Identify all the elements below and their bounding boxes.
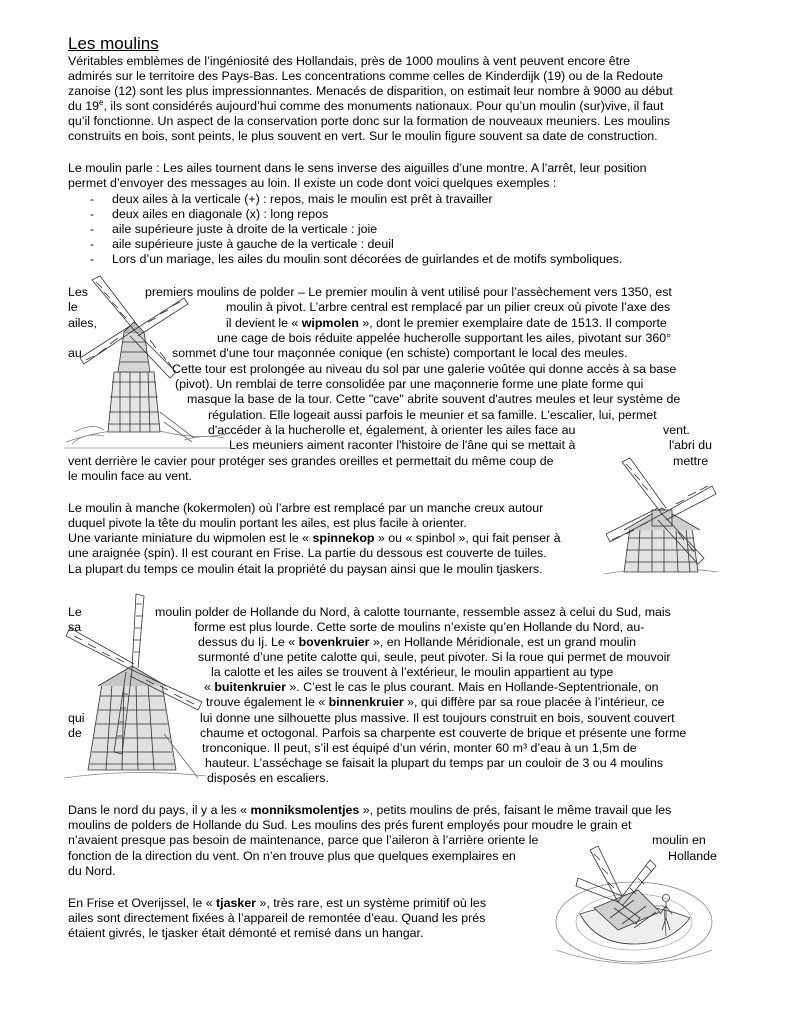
nord-line: tronconique. Il peut, s’il est équipé d’un vérin, monter 60 m³ d’eau à un 1,5m de <box>202 741 637 755</box>
text: il devient le « <box>226 316 302 330</box>
pres-line: moulin en <box>652 833 706 847</box>
tjasker-line: ailes sont directement fixées à l’appareil de remontée d’eau. Quand les prés <box>68 911 486 925</box>
code-list-item: deux ailes en diagonale (x) : long repos <box>112 207 329 221</box>
polder-line: Les <box>68 285 88 299</box>
nord-line: sa <box>68 620 82 634</box>
polder-line: premiers moulins de polder – Le premier moulin à vent utilisé pour l’assèchement vers 1350, est <box>145 285 672 299</box>
superscript: e <box>99 97 104 107</box>
manche-line <box>68 531 560 546</box>
text: Dans le nord du pays, il y a les « <box>68 803 251 817</box>
polder-line: masque la base de la tour. Cette "cave" abrite souvent d'autres meules et leur système de <box>187 392 681 406</box>
term-binnenkruier: binnenkruier <box>328 695 404 709</box>
nord-line: forme est plus lourde. Cette sorte de moulins n’existe qu’en Hollande du Nord, au- <box>194 620 645 634</box>
polder-line: régulation. Elle logeait aussi parfois le meunier et sa famille. L'escalier, lui, permet <box>208 408 657 422</box>
nord-line: qui <box>68 711 85 725</box>
text: », en Hollande Méridionale, est un grand moulin <box>369 635 637 649</box>
text: », très rare, est un système primitif où les <box>256 896 487 910</box>
north-holland-polder-mill-illustration <box>62 584 208 782</box>
nord-line: moulin polder de Hollande du Nord, à calotte tournante, ressemble assez à celui du Sud, mais <box>155 605 671 619</box>
pres-line: Hollande <box>668 849 717 863</box>
nord-line: Le <box>68 605 82 619</box>
term-buitenkruier: buitenkruier <box>214 680 286 694</box>
list-bullet: - <box>90 222 95 236</box>
nord-line: chaume et octogonal. Parfois sa charpente est couverte de brique et présente une forme <box>200 726 687 740</box>
nord-line <box>198 635 636 650</box>
wipmolen-illustration <box>64 272 236 450</box>
pres-line: moulins de polders de Hollande du Sud. Les moulins des prés furent employés pour moudre le grain et <box>68 818 632 832</box>
tjasker-line <box>68 896 486 911</box>
term-monniksmolentjes: monniksmolentjes <box>250 803 360 817</box>
intro-line: construits en bois, sont peints, le plus souvent en vert. Sur le moulin figure souvent sa date de construction. <box>68 129 658 143</box>
parle-line: permet d’envoyer des messages au loin. Il existe un code dont voici quelques exemples : <box>68 176 557 190</box>
manche-line: duquel pivote la tête du moulin portant les ailes, est plus facile à orienter. <box>68 516 467 530</box>
tjasker-illustration <box>550 826 718 970</box>
text: », qui diffère par sa roue placée à l’intérieur, ce <box>403 695 665 709</box>
term-spinnekop: spinnekop <box>312 531 375 545</box>
text: trouve également le « <box>206 695 329 709</box>
code-list-item: deux ailes à la verticale (+) : repos, mais le moulin est prêt à travailler <box>112 192 493 206</box>
page-title: Les moulins <box>68 34 159 53</box>
term-wipmolen: wipmolen <box>301 316 359 330</box>
text: ». C’est le cas le plus courant. Mais en Hollande-Septentrionale, on <box>285 680 659 694</box>
kokermolen-illustration <box>600 438 722 578</box>
polder-line: d'accéder à la hucherolle et, également, à orienter les ailes face au <box>208 423 576 437</box>
polder-line: Cette tour est prolongée au niveau du sol par une galerie voûtée qui donne accès à sa base <box>172 362 677 376</box>
text: » ou « spinbol », qui fait penser à <box>374 531 561 545</box>
polder-line <box>226 316 667 331</box>
text: », dont le premier exemplaire date de 1513. Il comporte <box>358 316 667 330</box>
intro-line <box>68 99 663 114</box>
polder-line: le moulin face au vent. <box>68 469 192 483</box>
tjasker-line: étaient givrés, le tjasker était démonté et remisé dans un hangar. <box>68 926 424 940</box>
text: », petits moulins de prés, faisant le même travail que les <box>359 803 672 817</box>
nord-line <box>206 695 664 710</box>
pres-line: fonction de la direction du vent. On n’en trouve plus que quelques exemplaires en <box>68 849 516 863</box>
text: « <box>204 680 215 694</box>
intro-text: , ils sont considérés aujourd’hui comme des monuments nationaux. Pour qu’un moulin (sur)vive, il faut <box>103 99 664 113</box>
nord-line: lui donne une silhouette plus massive. Il est toujours construit en bois, souvent couvert <box>200 711 675 725</box>
list-bullet: - <box>90 192 95 206</box>
intro-line: Véritables emblèmes de l’ingéniosité des Hollandais, près de 1000 moulins à vent peuvent encore être <box>68 54 631 68</box>
pres-line: n’avaient presque pas besoin de maintenance, parce que l’aileron à l’arrière oriente le <box>68 833 539 847</box>
code-list-item: aile supérieure juste à droite de la verticale : joie <box>112 222 378 236</box>
text: En Frise et Overijssel, le « <box>68 896 217 910</box>
polder-line: vent. <box>663 423 690 437</box>
intro-line: qu’il fonctionne. Un aspect de la conservation porte donc sur la formation de nouveaux meuniers. Les moulins <box>68 114 670 128</box>
nord-line: hauteur. L’asséchage se faisait la plupart du temps par un couloir de 3 ou 4 moulins <box>205 756 664 770</box>
nord-line: disposés en escaliers. <box>207 771 329 785</box>
intro-line: zanoise (12) sont les plus impressionnantes. Menacés de disparition, on estimait leur nombre à 9000 au début <box>68 84 673 98</box>
polder-line: une cage de bois réduite appelée hucherolle supportant les ailes, pivotant sur 360° <box>217 331 672 345</box>
list-bullet: - <box>90 237 95 251</box>
code-list-item: aile supérieure juste à gauche de la verticale : deuil <box>112 237 394 251</box>
code-list-item: Lors d’un mariage, les ailes du moulin sont décorées de guirlandes et de motifs symboliques. <box>112 252 623 266</box>
polder-line: l'abri du <box>669 438 713 452</box>
term-bovenkruier: bovenkruier <box>298 635 370 649</box>
polder-line: le <box>68 300 78 314</box>
polder-line: Les meuniers aiment raconter l'histoire de l'âne qui se mettait à <box>229 438 576 452</box>
intro-text: du 19 <box>68 99 100 113</box>
polder-line: moulin à pivot. L’arbre central est remplacé par un pilier creux où pivote l’axe des <box>226 300 671 314</box>
text: Une variante miniature du wipmolen est le « <box>68 531 313 545</box>
term-tjasker: tjasker <box>216 896 257 910</box>
pres-line: du Nord. <box>68 864 116 878</box>
text: dessus du Ij. Le « <box>198 635 299 649</box>
list-bullet: - <box>90 252 95 266</box>
pres-line <box>68 803 671 818</box>
manche-line: une araignée (spin). Il est courant en Frise. La partie du dessous est couverte de tuiles. <box>68 546 547 560</box>
manche-line: La plupart du temps ce moulin était la propriété du paysan ainsi que le moulin tjaskers. <box>68 562 543 576</box>
intro-line: admirés sur le territoire des Pays-Bas. Les concentrations comme celles de Kinderdijk (19) ou de la Redoute <box>68 69 664 83</box>
parle-line: Le moulin parle : Les ailes tournent dans le sens inverse des aiguilles d’une montre. A l’arrêt, leur position <box>68 161 647 175</box>
polder-line: au <box>68 346 82 360</box>
nord-line: surmonté d’une petite calotte qui, seule, peut pivoter. Si la roue qui permet de mouvoir <box>198 650 671 664</box>
polder-line: sommet d'une tour maçonnée conique (en schiste) comportant le local des meules. <box>172 346 628 360</box>
manche-line: Le moulin à manche (kokermolen) où l’arbre est remplacé par un manche creux autour <box>68 501 544 515</box>
nord-line <box>204 680 659 695</box>
list-bullet: - <box>90 207 95 221</box>
polder-line: mettre <box>673 454 709 468</box>
polder-line: (pivot). Un remblai de terre consolidée par une maçonnerie forme une plate forme qui <box>175 377 644 391</box>
nord-line: la calotte et les ailes se trouvent à l’extérieur, le moulin appartient au type <box>211 665 614 679</box>
polder-line: ailes, <box>68 316 97 330</box>
nord-line: de <box>68 726 82 740</box>
polder-line: vent derrière le cavier pour protéger ses grandes oreilles et permettait du même coup de <box>68 454 554 468</box>
